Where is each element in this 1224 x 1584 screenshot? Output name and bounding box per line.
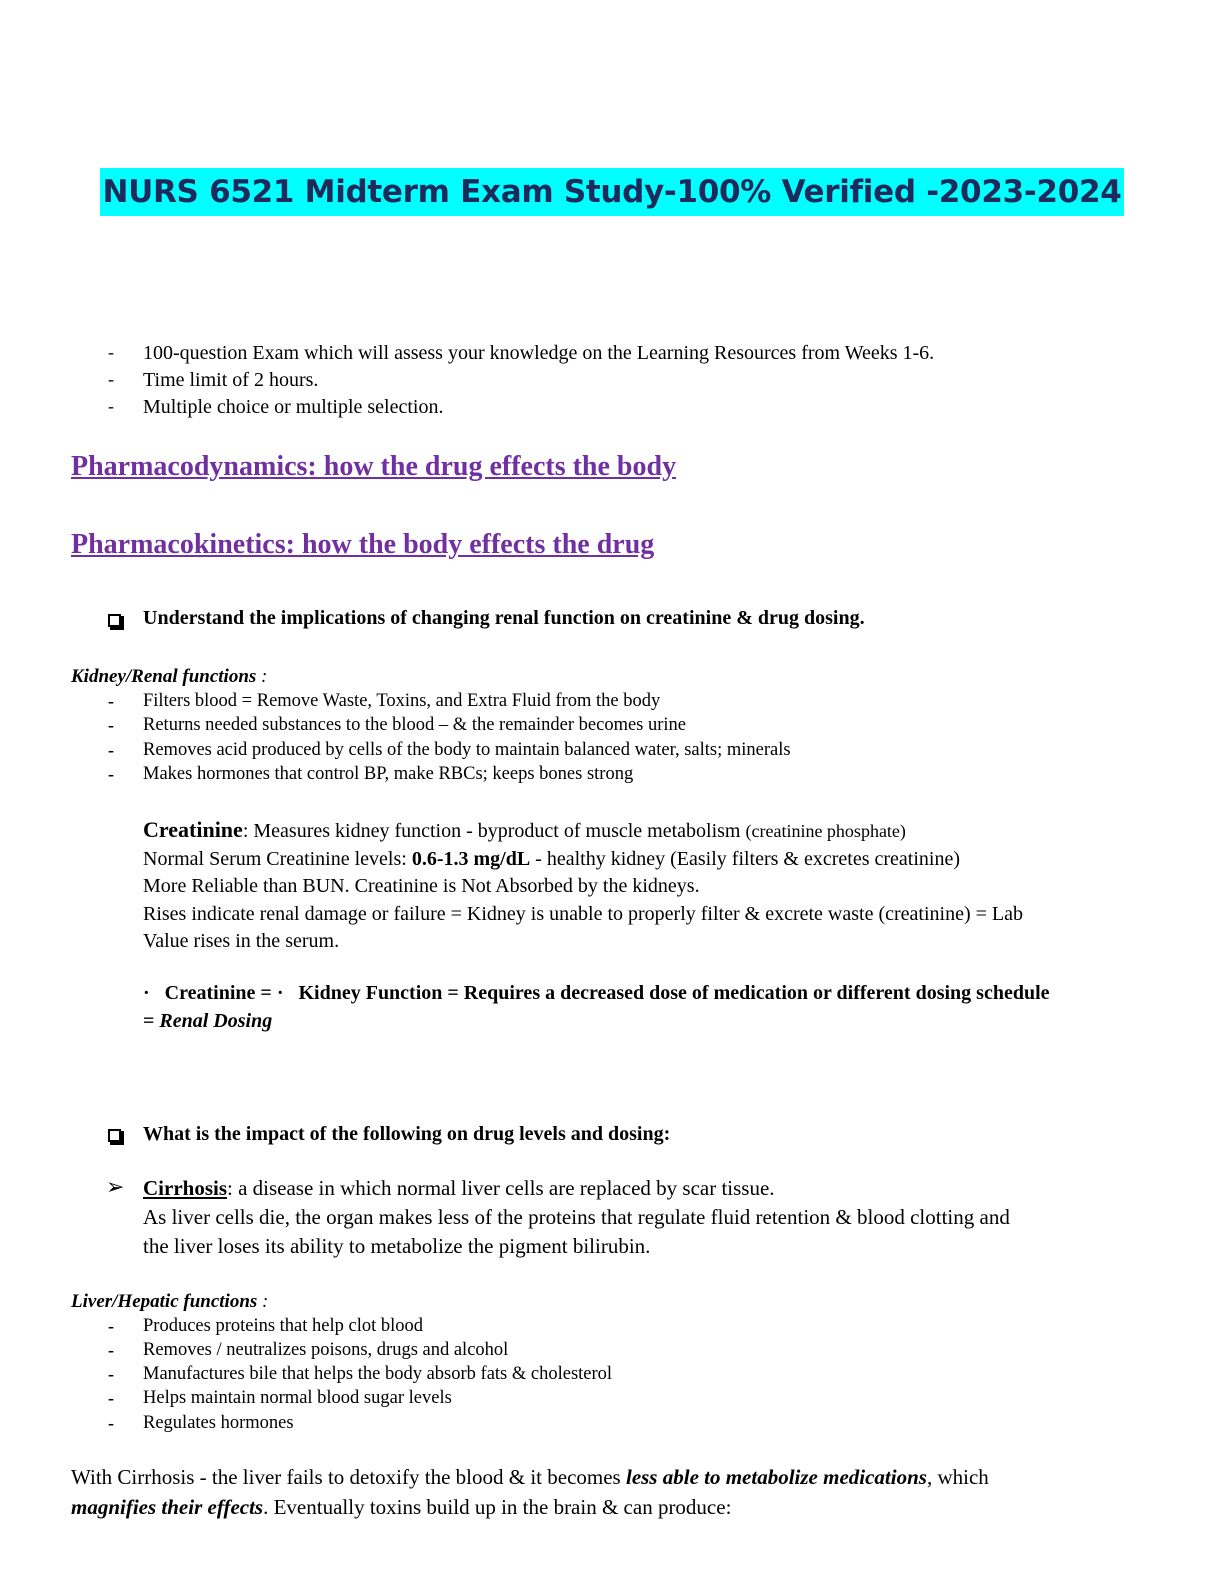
creatinine-line: Normal Serum Creatinine levels: 0.6-1.3 mg/dL - healthy kidney (Easily filters & excretes creatinine) — [143, 847, 960, 870]
bullet-dot: · — [143, 982, 150, 1004]
intro-item: Multiple choice or multiple selection. — [143, 396, 444, 418]
cirrhosis-line: Cirrhosis: a disease in which normal liver cells are replaced by scar tissue. — [143, 1176, 775, 1200]
creatinine-line: Rises indicate renal damage or failure = Kidney is unable to properly filter & excrete waste (creatinine) = Lab — [143, 902, 1023, 925]
dash-bullet: - — [108, 369, 114, 389]
list-item: Regulates hormones — [143, 1413, 294, 1433]
checkbox-icon — [108, 614, 121, 627]
dash-bullet: - — [108, 396, 114, 416]
paragraph-line: With Cirrhosis - the liver fails to detoxify the blood & it becomes less able to metabolize medications, which — [71, 1465, 989, 1489]
page-title: NURS 6521 Midterm Exam Study-100% Verified -2023-2024 — [100, 168, 1123, 216]
liver-functions-label: Liver/Hepatic functions : — [71, 1291, 269, 1312]
cirrhosis-line: As liver cells die, the organ makes less of the proteins that regulate fluid retention & blood clotting and — [143, 1205, 1010, 1229]
list-item: Removes / neutralizes poisons, drugs and alcohol — [143, 1340, 509, 1360]
dash-bullet: - — [108, 342, 114, 362]
cirrhosis-line: the liver loses its ability to metabolize the pigment bilirubin. — [143, 1234, 651, 1258]
dash-bullet: - — [108, 1316, 114, 1336]
objective-drug-levels: What is the impact of the following on drug levels and dosing: — [143, 1123, 671, 1145]
list-item: Manufactures bile that helps the body absorb fats & cholesterol — [143, 1364, 613, 1384]
kidney-functions-label: Kidney/Renal functions : — [71, 666, 268, 687]
list-item: Returns needed substances to the blood – & the remainder becomes urine — [143, 715, 687, 735]
rule-line: · Creatinine = · Kidney Function = Requires a decreased dose of medication or different dosing schedule — [143, 982, 1050, 1004]
dash-bullet: - — [108, 1388, 114, 1408]
list-item: Removes acid produced by cells of the body to maintain balanced water, salts; minerals — [143, 740, 791, 760]
paragraph-line: magnifies their effects. Eventually toxins build up in the brain & can produce: — [71, 1495, 732, 1519]
dash-bullet: - — [108, 691, 114, 711]
list-item: Makes hormones that control BP, make RBCs; keeps bones strong — [143, 764, 634, 784]
dash-bullet: - — [108, 715, 114, 735]
arrow-bullet-icon: ➢ — [106, 1174, 125, 1199]
dash-bullet: - — [108, 1364, 114, 1384]
bullet-dot: · — [276, 982, 284, 1004]
cirrhosis-block — [143, 1174, 1010, 1261]
intro-item: Time limit of 2 hours. — [143, 369, 319, 391]
objective-renal: Understand the implications of changing renal function on creatinine & drug dosing. — [143, 607, 865, 629]
title-banner — [0, 168, 1224, 216]
creatinine-line: Value rises in the serum. — [143, 930, 340, 952]
creatinine-block — [143, 816, 1023, 956]
intro-item: 100-question Exam which will assess your knowledge on the Learning Resources from Weeks 1-6. — [143, 342, 935, 364]
checkbox-icon — [108, 1129, 121, 1142]
creatinine-line: Creatinine: Measures kidney function - byproduct of muscle metabolism (creatinine phosphate) — [143, 817, 906, 842]
list-item: Filters blood = Remove Waste, Toxins, and Extra Fluid from the body — [143, 691, 661, 711]
dash-bullet: - — [108, 740, 114, 760]
dash-bullet: - — [108, 1340, 114, 1360]
renal-dosing-rule — [143, 980, 1050, 1035]
list-item: Helps maintain normal blood sugar levels — [143, 1388, 452, 1408]
dash-bullet: - — [108, 1413, 114, 1433]
rule-line: = Renal Dosing — [143, 1009, 273, 1032]
pharmacodynamics-heading: Pharmacodynamics: how the drug effects the body — [71, 451, 677, 482]
list-item: Produces proteins that help clot blood — [143, 1316, 424, 1336]
pharmacokinetics-heading: Pharmacokinetics: how the body effects the drug — [71, 529, 655, 560]
creatinine-line: More Reliable than BUN. Creatinine is Not Absorbed by the kidneys. — [143, 875, 700, 897]
dash-bullet: - — [108, 764, 114, 784]
cirrhosis-effects-paragraph — [71, 1462, 989, 1522]
